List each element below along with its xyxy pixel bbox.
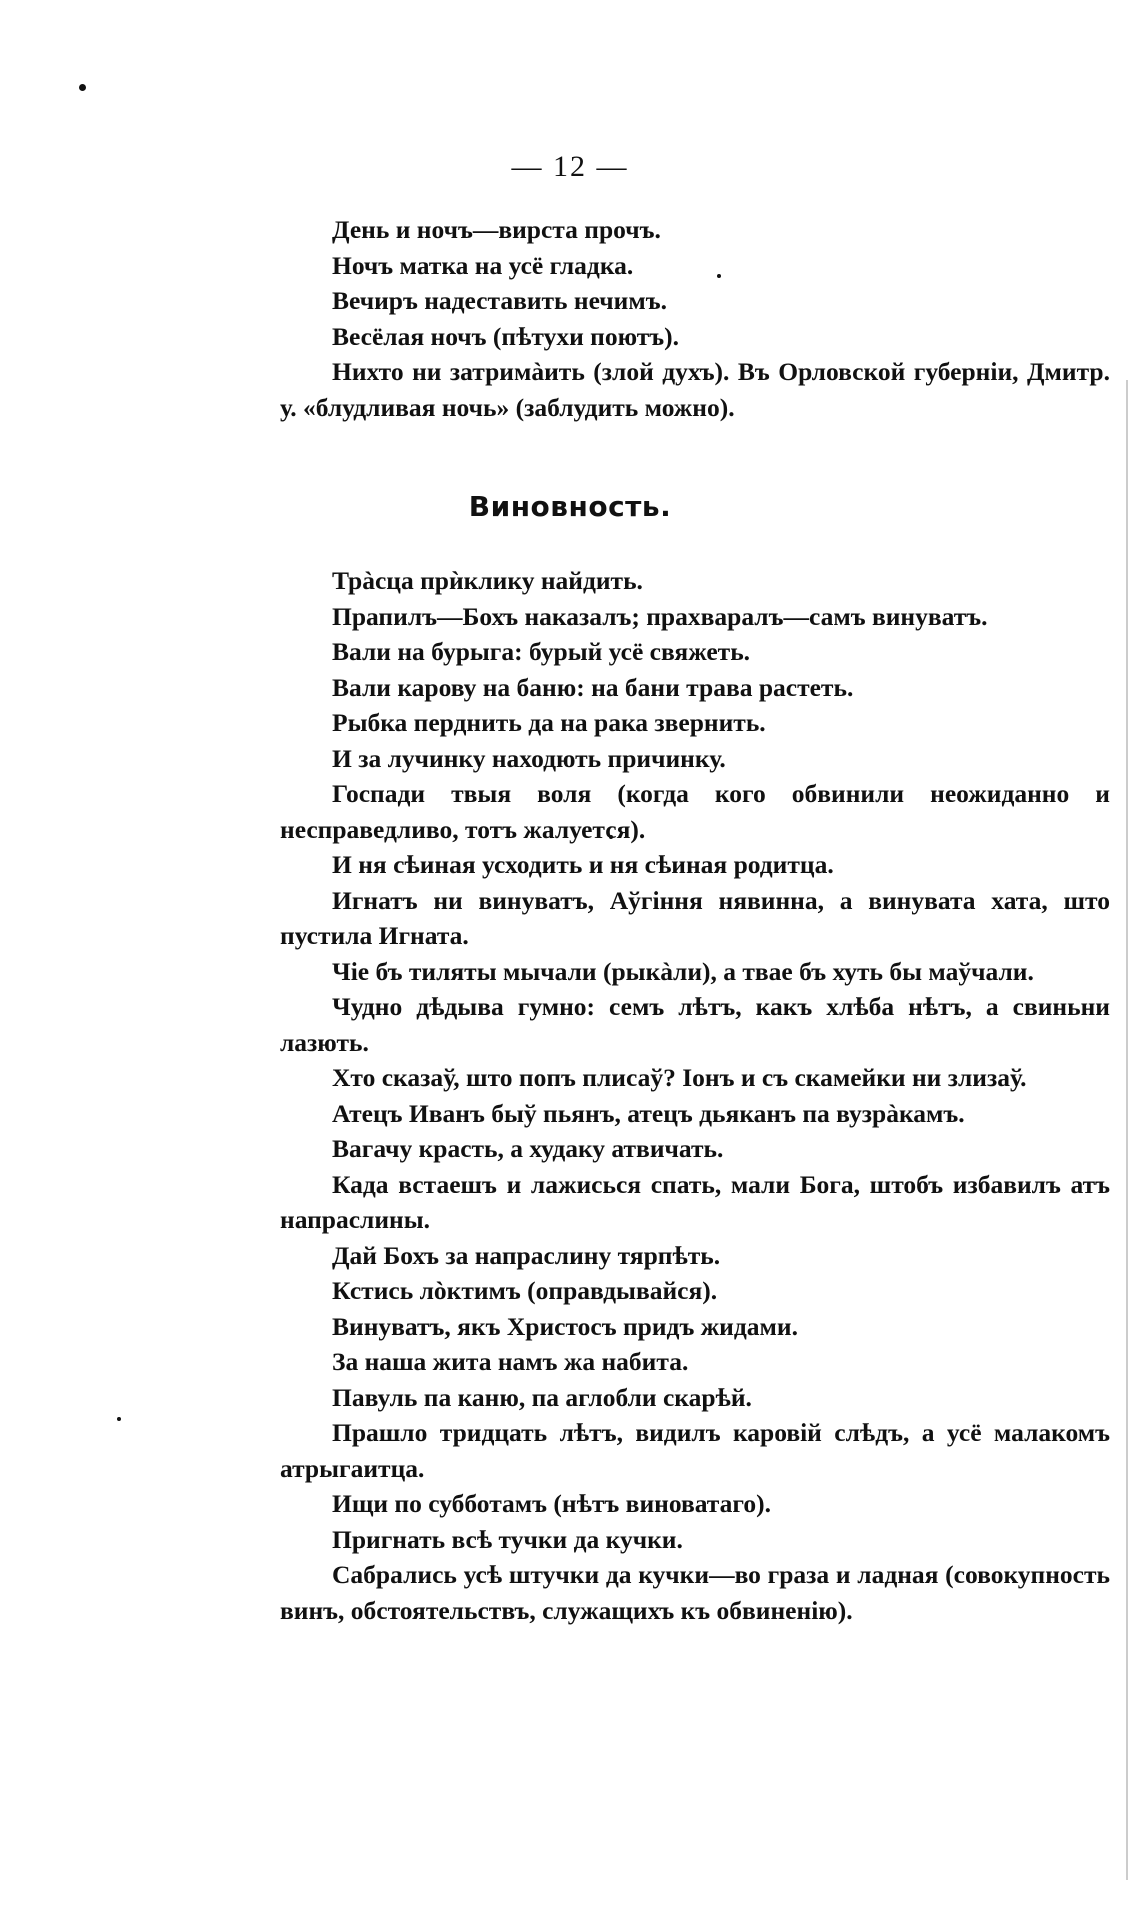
proverb-line: И ня сѣиная усходить и ня сѣиная родитца. [332, 850, 834, 879]
proverb-line: Павуль па каню, па аглобли скарѣй. [332, 1382, 752, 1412]
section-title: Виновность. [468, 490, 672, 523]
proverb-line: Када встаешъ и лажисься спать, мали Бога, штобъ избавилъ атъ напраслины. [280, 1169, 1110, 1234]
text-line: Вечиръ надеставить нечимъ. [332, 286, 667, 315]
top-text-block [280, 212, 1110, 425]
proverb-line: Чудно дѣдыва гумно: семъ лѣтъ, какъ хлѣба нѣтъ, а свиньни лазють. [280, 992, 1110, 1057]
proverb-line: И за лучинку находють причинку. [332, 743, 726, 773]
section-text-block [280, 563, 1110, 1628]
page-number: — 12 — [511, 150, 629, 183]
text-line: День и ночъ—вирста прочъ. [332, 215, 661, 244]
proverb-line: Хто сказаў, што попъ плисаў? Іонъ и съ скамейки ни злизаў. [332, 1063, 1027, 1092]
page-edge-line [1126, 380, 1128, 1880]
proverb-line: Пригнать всѣ тучки да кучки. [332, 1524, 683, 1554]
proverb-line: Дай Бохъ за напраслину тярпѣть. [332, 1240, 721, 1270]
proverb-line: Рыбка перднить да на рака звернить. [332, 708, 766, 737]
proverb-line: Трàсца прѝклику найдить. [332, 566, 643, 595]
proverb-line: Кстись лòктимъ (оправдывайся). [332, 1276, 718, 1305]
text-line: Ночъ матка на усё гладка. [332, 250, 634, 280]
ink-speck [117, 1417, 121, 1421]
ink-speck [79, 84, 86, 91]
proverb-line: Игнатъ ни винуватъ, Аўгіння нявинна, а винувата хата, што пустила Игната. [280, 885, 1110, 950]
proverb-line: Вали карову на баню: на бани трава растеть. [332, 672, 854, 702]
proverb-line: Прашло тридцать лѣтъ, видилъ каровій слѣдъ, а усё малакомъ атрыгаитца. [280, 1418, 1110, 1483]
text-line: Нихто ни затримàить (злой духъ). Въ Орловской губерніи, Дмитр. у. «блудливая ночь» (заблудить можно). [280, 357, 1110, 422]
proverb-line: Сабрались усѣ штучки да кучки—во граза и ладная (совокупность винъ, обстоятельствъ, служащихъ къ обвиненію). [280, 1560, 1110, 1625]
text-line: Весёлая ночъ (пѣтухи поютъ). [332, 321, 680, 351]
proverb-line: Ищи по субботамъ (нѣтъ виноватаго). [332, 1489, 771, 1518]
proverb-line: Вали на бурыга: бурый усё свяжеть. [332, 637, 751, 666]
proverb-line: Госпади твыя воля (когда кого обвинили неожиданно и несправедливо, тотъ жалуется). [280, 779, 1110, 844]
proverb-line: Прапилъ—Бохъ наказалъ; прахваралъ—самъ винуватъ. [332, 601, 988, 631]
proverb-line: Вагачу красть, а худаку атвичать. [332, 1134, 724, 1163]
proverb-line: Винуватъ, якъ Христосъ придъ жидами. [332, 1311, 798, 1341]
proverb-line: Атецъ Иванъ быў пьянъ, атецъ дьяканъ па вузрàкамъ. [332, 1098, 965, 1128]
proverb-line: Чіе бъ тиляты мычали (рыкàли), а твае бъ хуть бы маўчали. [332, 956, 1034, 986]
proverb-line: За наша жита намъ жа набита. [332, 1347, 689, 1376]
